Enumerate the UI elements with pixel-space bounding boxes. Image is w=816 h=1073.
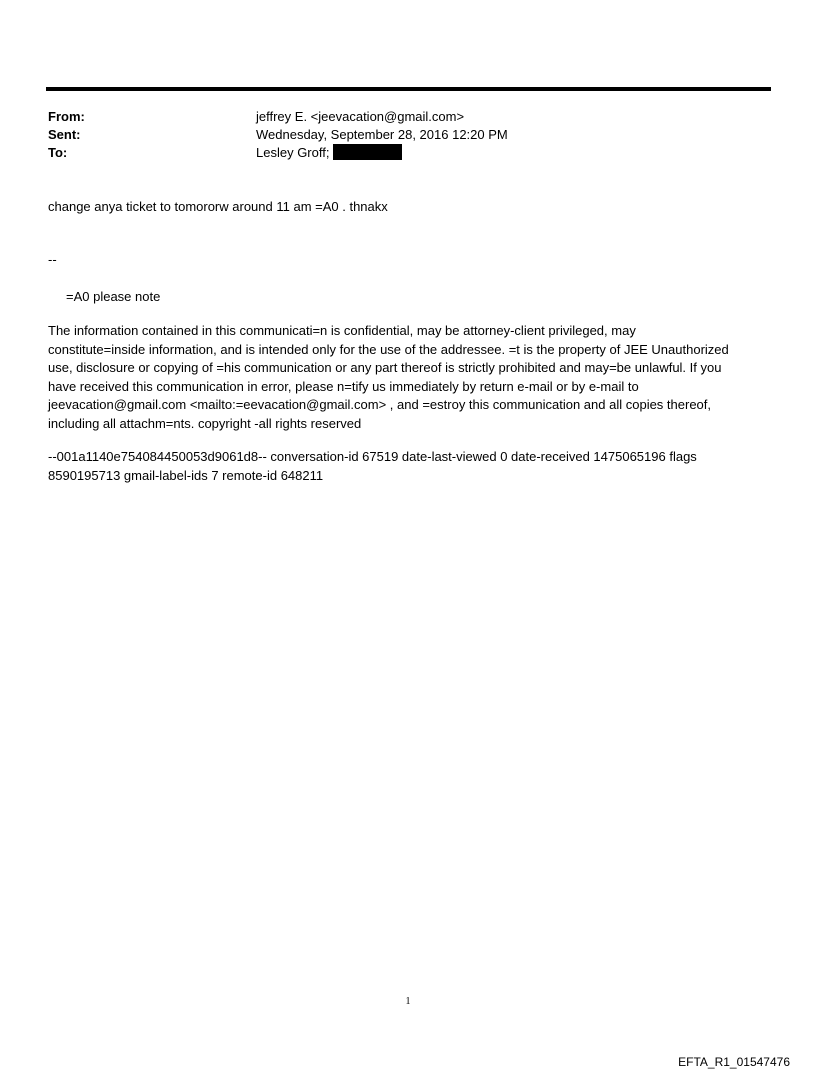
to-label: To:	[48, 145, 68, 160]
disclaimer-paragraph	[48, 322, 768, 433]
redaction-box	[333, 144, 402, 160]
sent-label: Sent:	[48, 127, 81, 142]
disclaimer-line: use, disclosure or copying of =his communication or any part thereof is strictly prohibited and may=be unlawful. If you	[48, 360, 722, 375]
note-text: =A0 please note	[66, 289, 161, 304]
disclaimer-line: jeevacation@gmail.com <mailto:=eevacation@gmail.com> , and =estroy this communication and all copies thereof,	[48, 397, 712, 412]
disclaimer-line: constitute=inside information, and is intended only for the use of the addressee. =t is the property of JEE Unauthorized	[48, 341, 729, 357]
from-value: jeffrey E. <jeevacation@gmail.com>	[256, 109, 465, 124]
metadata-paragraph	[48, 448, 768, 485]
sent-value: Wednesday, September 28, 2016 12:20 PM	[256, 127, 508, 142]
to-value: Lesley Groff;	[256, 145, 330, 160]
from-label: From:	[48, 109, 85, 124]
page-number: 1	[405, 996, 411, 1007]
message-text: change anya ticket to tomororw around 11 am =A0 . thnakx	[48, 199, 388, 214]
bates-number: EFTA_R1_01547476	[678, 1055, 790, 1069]
metadata-line: 8590195713 gmail-label-ids 7 remote-id 648211	[48, 467, 324, 483]
to-value-wrap	[256, 144, 402, 162]
header-rule	[46, 87, 771, 91]
disclaimer-line: including all attachm=nts. copyright -all rights reserved	[48, 415, 362, 431]
metadata-line: --001a1140e754084450053d9061d8-- conversation-id 67519 date-last-viewed 0 date-received 1475065196 flags	[48, 449, 697, 464]
disclaimer-line: have received this communication in error, please n=tify us immediately by return e-mail or by e-mail to	[48, 378, 639, 394]
signature-separator: --	[48, 252, 57, 267]
disclaimer-line: The information contained in this communicati=n is confidential, may be attorney-client privileged, may	[48, 323, 636, 338]
